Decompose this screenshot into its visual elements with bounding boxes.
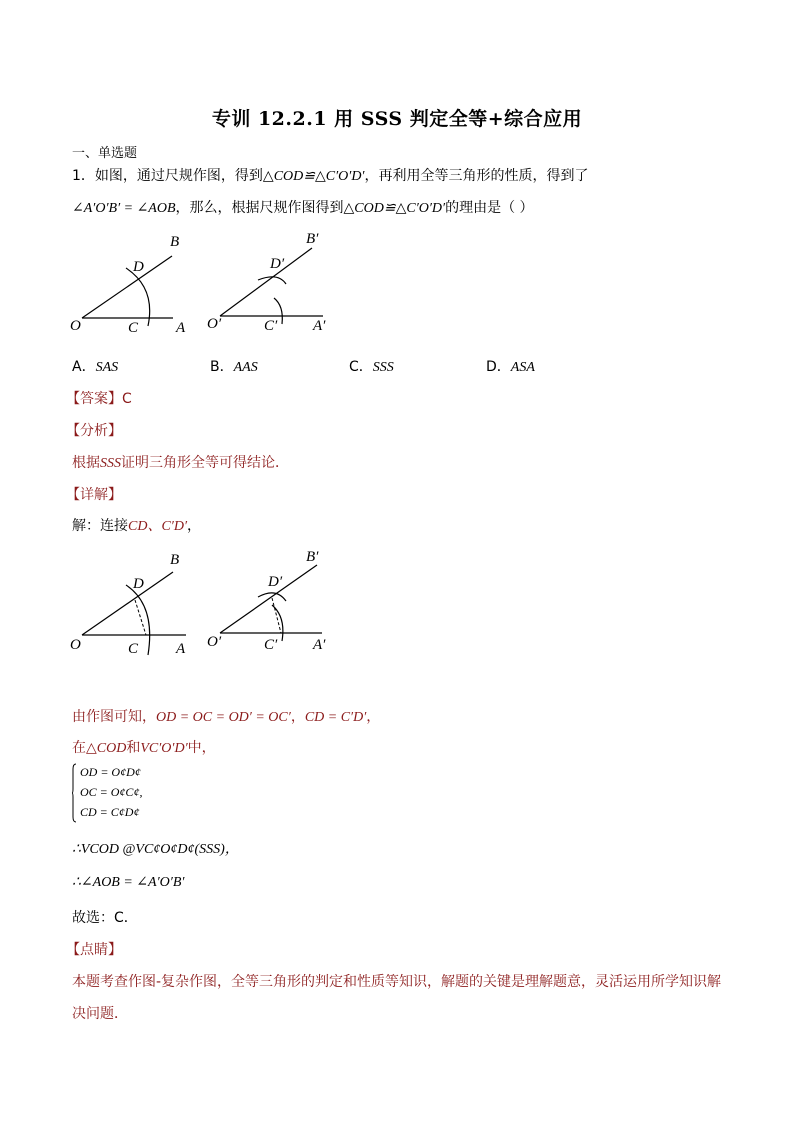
question-number: 1． [72, 168, 95, 184]
question-text: 如图，通过尺规作图，得到 [94, 168, 263, 184]
brace [72, 763, 75, 821]
label-b: B [170, 552, 180, 568]
conclusion-angle: ∴∠AOB = ∠A′O′B′ [72, 875, 185, 890]
label-b-prime: B′ [306, 549, 319, 565]
choice-label: B． [210, 359, 234, 375]
answer-value: C [122, 391, 132, 407]
angle-aob [70, 234, 186, 336]
choice-label: D． [486, 359, 511, 375]
label-o-prime: O′ [207, 316, 222, 332]
choice-c[interactable] [349, 356, 394, 376]
comment-line-1: 本题考查作图-复杂作图，全等三角形的判定和性质等知识，解题的关键是理解题意，灵活运用所学知识解 [72, 974, 722, 990]
label-c: C [128, 641, 139, 657]
choice-value: AAS [233, 360, 258, 375]
proof-line-2 [72, 737, 216, 757]
analysis-pre: 根据 [72, 455, 100, 471]
proof-text: ， [366, 709, 381, 725]
analysis-tag: 【分析】 [66, 423, 122, 439]
label-d-prime: D′ [268, 574, 283, 590]
math-expression: SSS [100, 456, 121, 471]
label-a: A [176, 641, 186, 657]
compass-arc [272, 605, 283, 641]
choice-a[interactable] [72, 356, 118, 376]
label-d: D [133, 576, 144, 592]
label-b: B [170, 234, 180, 250]
choice-value: ASA [510, 360, 535, 375]
proof-text: 在 [72, 740, 86, 756]
brace-line: OC = O¢C¢, [80, 785, 143, 799]
math-expression: CD = C′D′ [304, 710, 367, 725]
label-b-prime: B′ [306, 231, 319, 247]
comment-line-2: 决问题． [72, 1006, 128, 1022]
segment-cd [135, 600, 146, 635]
detail-text: ， [187, 518, 202, 534]
label-c-prime: C′ [264, 318, 278, 334]
proof-text: ， [290, 709, 305, 725]
label-c-prime: C′ [264, 637, 278, 653]
label-o-prime: O′ [207, 634, 222, 650]
analysis-post: 证明三角形全等可得结论． [121, 455, 289, 471]
label-a: A [176, 320, 186, 336]
question-line-1 [72, 165, 589, 185]
label-d-prime: D′ [270, 256, 285, 272]
construction-figure-2 [60, 545, 350, 665]
math-expression: △COD [86, 741, 127, 756]
proof-text: 和 [126, 740, 141, 756]
label-a-prime: A′ [313, 318, 326, 334]
choice-value: SAS [95, 360, 119, 375]
detail-tag: 【详解】 [66, 487, 122, 503]
proof-text: 中， [187, 740, 216, 756]
angle-a-prime-o-prime-b-prime [207, 231, 326, 334]
math-expression: △COD≌△C′O′D′ [343, 201, 446, 216]
label-o: O [70, 318, 81, 334]
label-o: O [70, 637, 81, 653]
page-title: 专训 12.2.1 用 SSS 判定全等+综合应用 [211, 108, 583, 130]
choice-label: A． [72, 359, 96, 375]
math-expression: CD、C′D′ [128, 519, 188, 534]
angle-a-prime-o-prime-b-prime [207, 549, 326, 653]
construction-figure-1 [60, 226, 350, 346]
question-text: ，那么，根据尺规作图得到 [175, 200, 344, 216]
label-a-prime: A′ [313, 637, 326, 653]
question-line-2 [72, 197, 534, 217]
conclusion-congruence: ∴VCOD @VC¢O¢D¢(SSS)， [72, 842, 239, 857]
brace-line: OD = O¢D¢ [80, 765, 141, 779]
section-heading: 一、单选题 [72, 146, 138, 161]
math-expression: VC′O′D′ [140, 741, 188, 756]
compass-arc [126, 268, 150, 326]
math-expression: OD = OC = OD′ = OC′ [156, 710, 291, 725]
detail-text: 解：连接 [72, 518, 128, 534]
angle-aob [70, 552, 186, 657]
choice-b[interactable] [210, 356, 258, 376]
label-c: C [128, 320, 139, 336]
brace-system [80, 762, 142, 822]
brace-line: CD = C¢D¢ [80, 805, 140, 819]
math-expression: ∠A′O′B′ = ∠AOB [72, 201, 176, 216]
choose-line: 故选：C． [72, 910, 138, 926]
analysis-text [72, 452, 289, 472]
question-text: 的理由是（ ） [445, 200, 534, 216]
choice-label: C． [349, 359, 373, 375]
math-expression: △COD≌△C′O′D′ [262, 169, 365, 184]
label-d: D [133, 259, 144, 275]
proof-line-1 [72, 706, 380, 726]
question-text: ，再利用全等三角形的性质，得到了 [364, 168, 589, 184]
proof-text: 由作图可知， [72, 709, 156, 725]
choice-d[interactable] [486, 356, 535, 376]
comment-tag: 【点睛】 [66, 942, 122, 958]
detail-line-1 [72, 515, 201, 535]
choice-value: SSS [372, 360, 394, 375]
answer-tag: 【答案】 [66, 391, 122, 407]
answer-line [66, 388, 132, 408]
